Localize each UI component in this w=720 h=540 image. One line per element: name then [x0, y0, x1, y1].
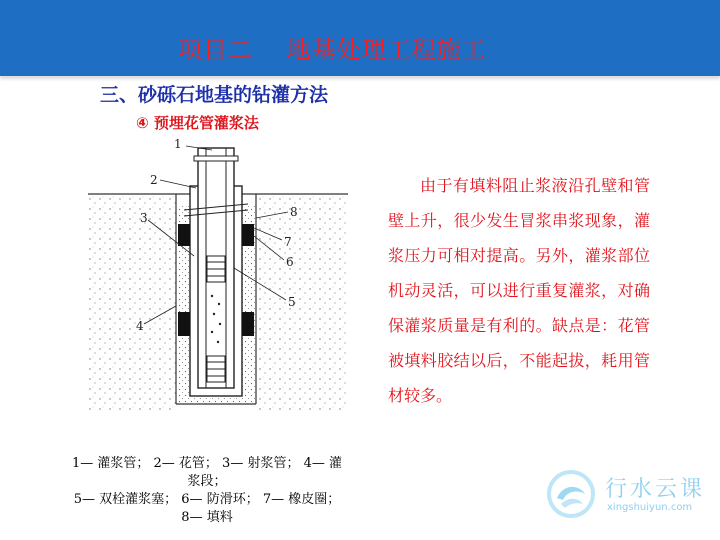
figure-label-7: 7 — [284, 235, 292, 249]
brand-url: xingshuiyun.com — [607, 502, 693, 513]
figure-caption — [48, 455, 366, 527]
caption-line: 1— 灌浆管； 2— 花管； 3— 射浆管； 4— 灌 — [71, 456, 342, 471]
description-paragraph: 由于有填料阻止浆液沿孔壁和管壁上升，很少发生冒浆串浆现象，灌浆压力可相对提高。另外，灌浆部位机动灵活，可以进行重复灌浆，对确保灌浆质量是有利的。缺点是：花管被填料胶结以后，不能起拔，耗用管材较多。 — [388, 176, 650, 405]
brand-name: 行水云课 — [605, 477, 706, 502]
soil-left — [88, 194, 176, 412]
figure-label-6: 6 — [286, 255, 294, 269]
figure-label-3: 3 — [140, 211, 148, 225]
header-bar — [0, 0, 720, 76]
caption-line: 浆段； — [187, 474, 227, 489]
rubber-ring — [178, 224, 190, 246]
page-title: 项目二 地基处理工程施工 — [178, 36, 487, 64]
swirl-logo-icon — [545, 468, 597, 520]
figure-label-5: 5 — [288, 295, 296, 309]
grouting-diagram — [88, 136, 348, 414]
figure-label-8: 8 — [290, 205, 298, 219]
figure-label-2: 2 — [150, 173, 158, 187]
figure-label-4: 4 — [136, 319, 144, 333]
section-title: 三、砂砾石地基的钻灌方法 — [100, 84, 329, 106]
brand-watermark — [545, 464, 715, 524]
sub-title: ④ 预埋花管灌浆法 — [136, 114, 259, 132]
figure-label-1: 1 — [174, 137, 182, 151]
caption-line: 5— 双栓灌浆塞； 6— 防滑环； 7— 橡皮圈； — [73, 492, 341, 507]
soil-right — [256, 194, 348, 412]
caption-line: 8— 填料 — [181, 510, 233, 525]
